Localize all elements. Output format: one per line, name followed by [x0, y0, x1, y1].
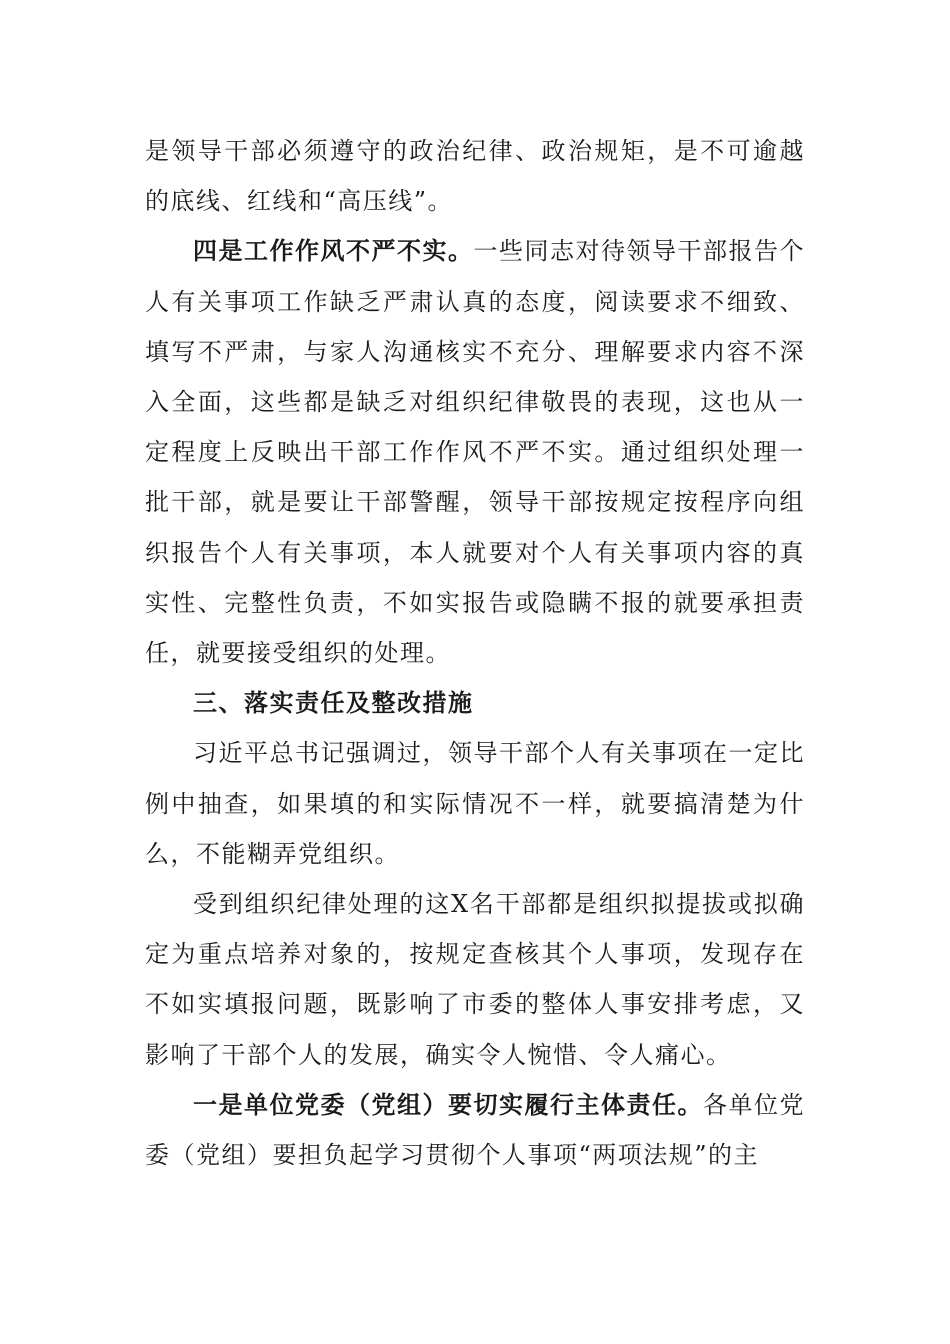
paragraph-bold-lead: 一是单位党委（党组）要切实履行主体责任。	[193, 1089, 703, 1119]
section-heading: 三、落实责任及整改措施	[193, 688, 474, 718]
paragraph-bold-lead: 四是工作作风不严不实。	[193, 236, 474, 266]
paragraph-continued	[145, 126, 805, 226]
paragraph-text: 各单位党委（党组）要担负起学习贯彻个人事项“两项法规”的主	[145, 1090, 805, 1170]
paragraph-text: 习近平总书记强调过，领导干部个人有关事项在一定比例中抽查，如果填的和实际情况不一样，就要搞清楚为什么，不能糊弄党组织。	[145, 739, 805, 868]
paragraph-xi-quote	[145, 728, 805, 879]
paragraph-text: 受到组织纪律处理的这X名干部都是组织拟提拔或拟确定为重点培养对象的，按规定查核其个人事项，发现存在不如实填报问题，既影响了市委的整体人事安排考虑，又影响了干部个人的发展，确实令人惋惜、令人痛心。	[145, 890, 805, 1069]
paragraph-work-style	[145, 226, 805, 678]
paragraph-text: 一些同志对待领导干部报告个人有关事项工作缺乏严肃认真的态度，阅读要求不细致、填写不严肃，与家人沟通核实不充分、理解要求内容不深入全面，这些都是缺乏对组织纪律敬畏的表现，这也从一定程度上反映出干部工作作风不严不实。通过组织处理一批干部，就是要让干部警醒，领导干部按规定按程序向组织报告个人有关事项，本人就要对个人有关事项内容的真实性、完整性负责，不如实报告或隐瞒不报的就要承担责任，就要接受组织的处理。	[145, 237, 805, 668]
paragraph-disciplined-cadres	[145, 879, 805, 1080]
document-body	[145, 126, 805, 1180]
paragraph-party-committee-responsibility	[145, 1080, 805, 1180]
paragraph-text: 是领导干部必须遵守的政治纪律、政治规矩，是不可逾越的底线、红线和“高压线”。	[145, 137, 805, 216]
